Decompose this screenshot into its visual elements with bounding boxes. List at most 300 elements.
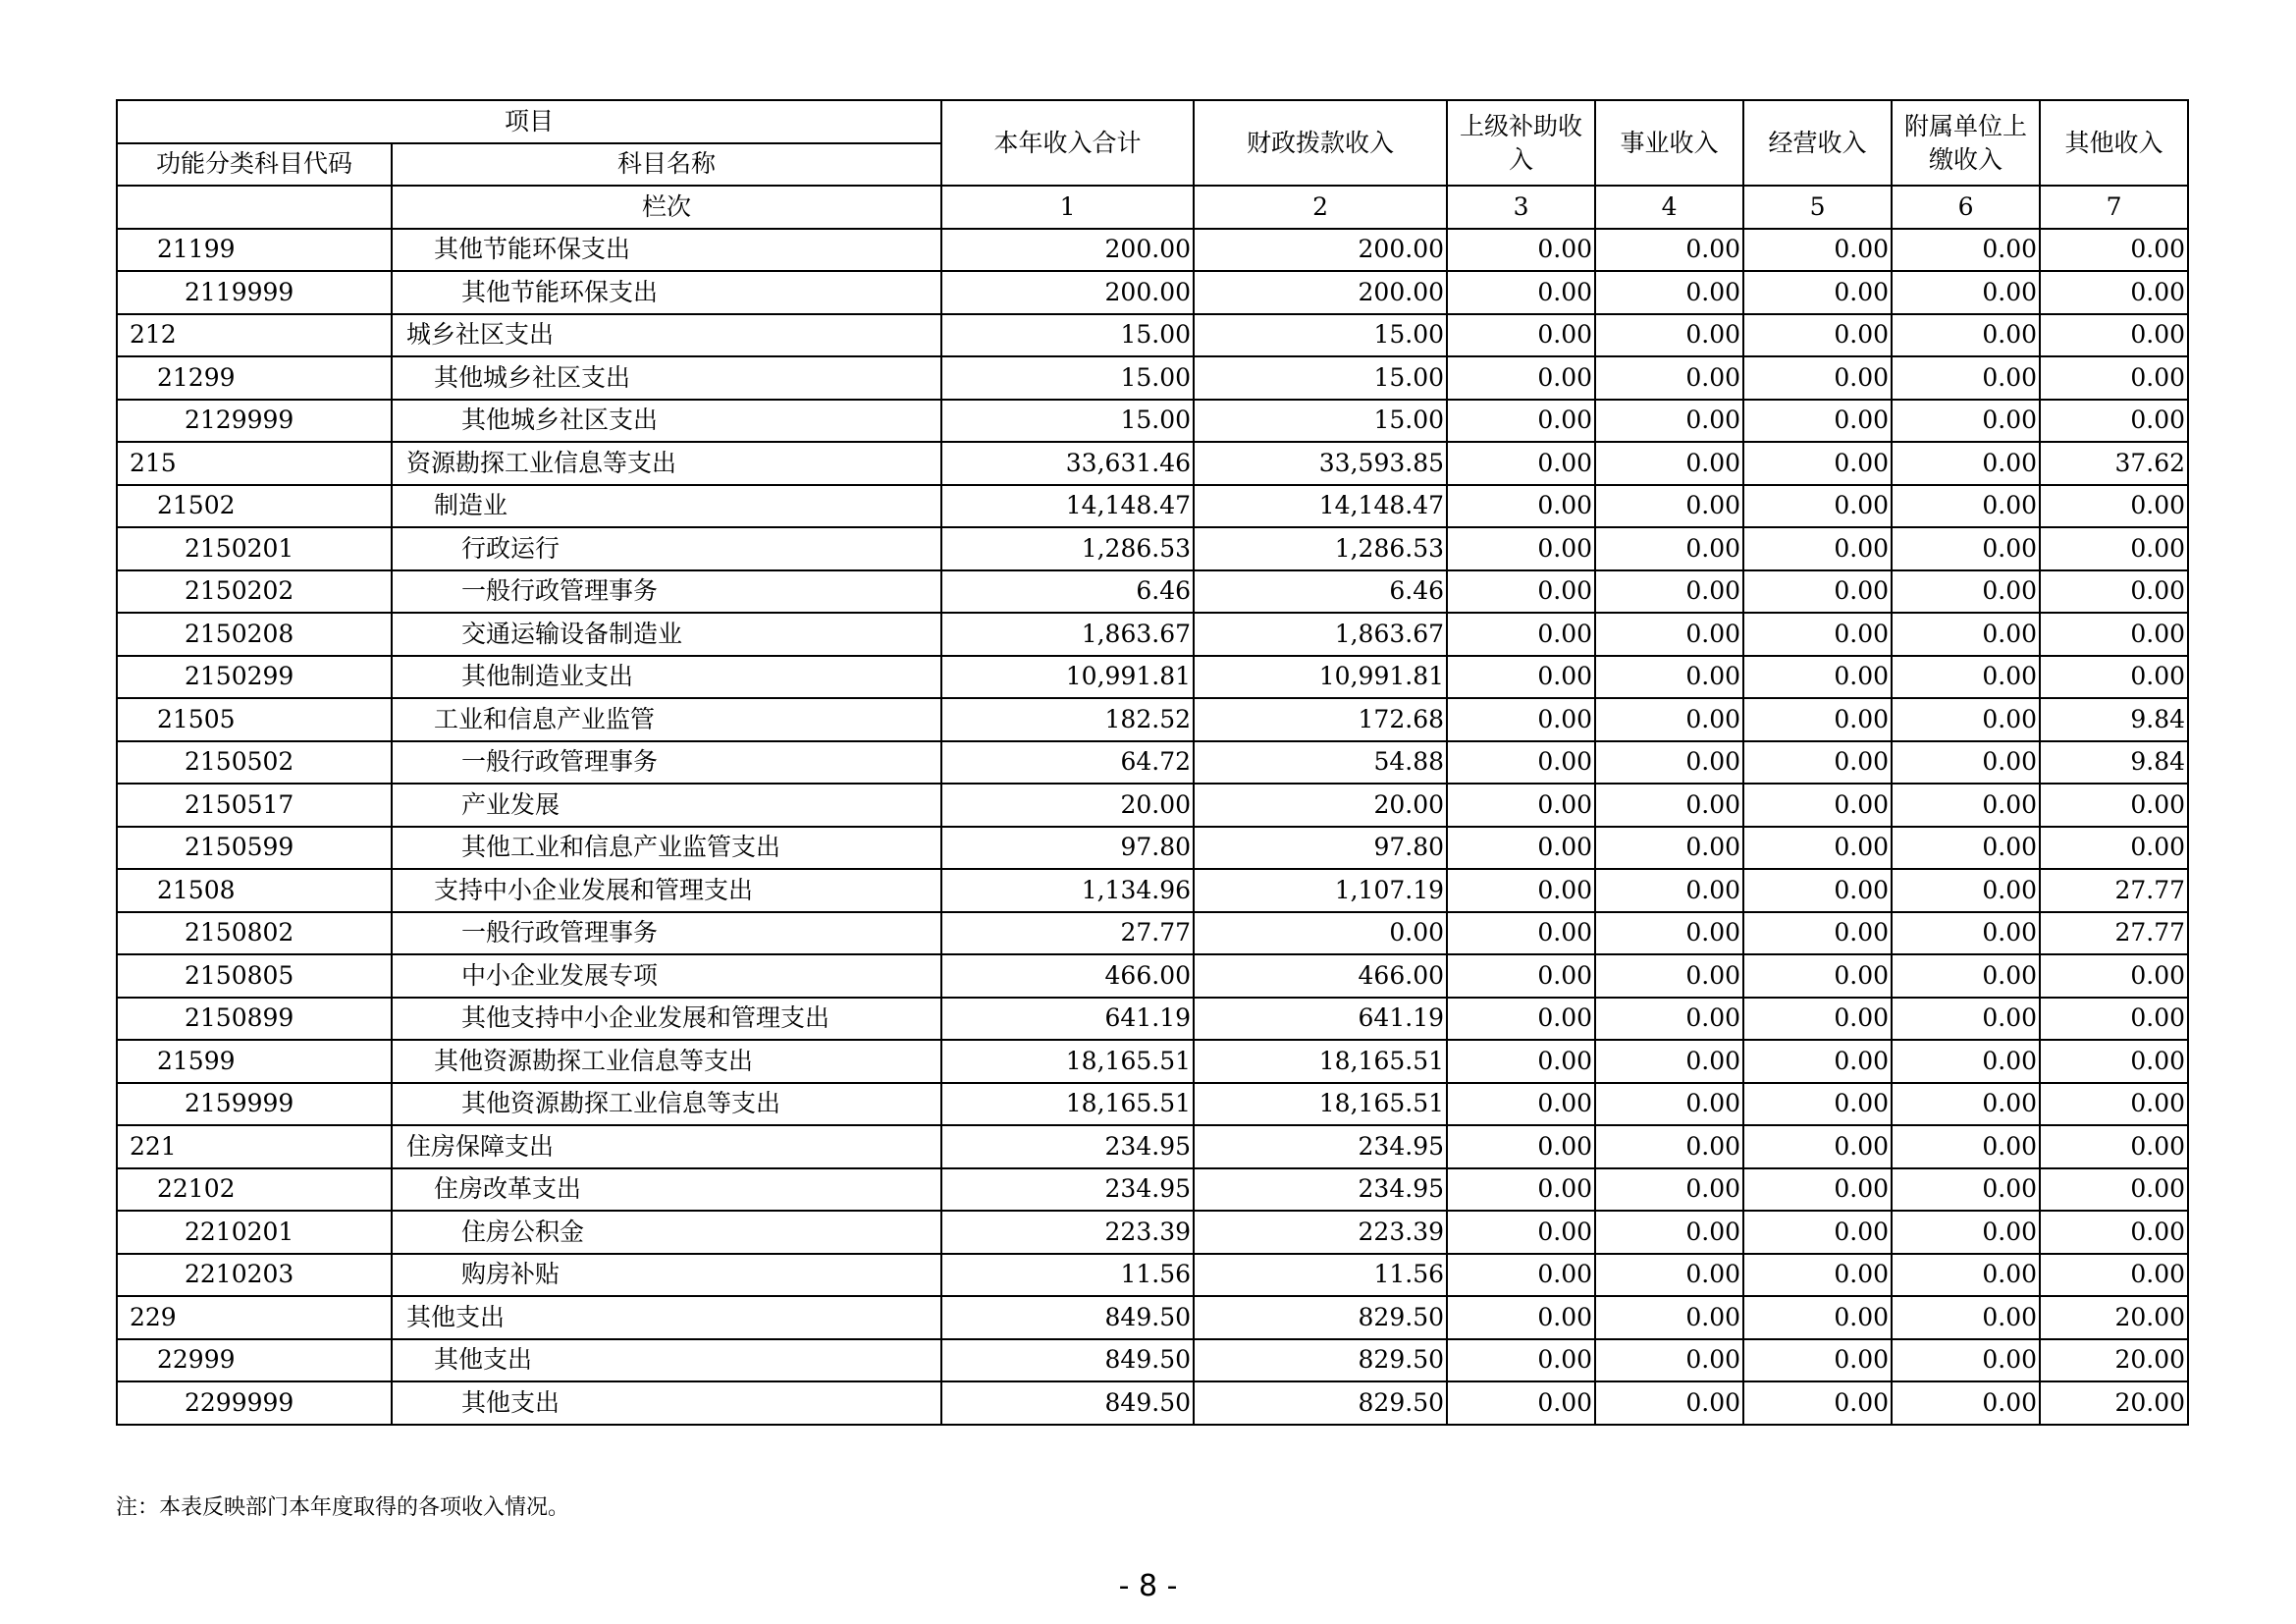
row-value-col-7: 0.00 [2040, 1083, 2188, 1126]
row-value-col-7: 0.00 [2040, 1125, 2188, 1168]
row-value-col-1: 15.00 [941, 314, 1194, 357]
row-value-col-4: 0.00 [1595, 954, 1743, 998]
row-value-col-1: 466.00 [941, 954, 1194, 998]
row-value-col-6: 0.00 [1892, 912, 2040, 955]
row-code: 22102 [117, 1168, 392, 1212]
row-code: 2150517 [117, 784, 392, 827]
row-name: 一般行政管理事务 [392, 912, 941, 955]
row-name: 其他资源勘探工业信息等支出 [392, 1083, 941, 1126]
name-header: 科目名称 [392, 143, 941, 187]
row-name: 一般行政管理事务 [392, 570, 941, 614]
row-value-col-6: 0.00 [1892, 1339, 2040, 1382]
row-value-col-3: 0.00 [1447, 784, 1595, 827]
row-name: 城乡社区支出 [392, 314, 941, 357]
col-num-5: 5 [1743, 186, 1892, 229]
row-value-col-6: 0.00 [1892, 1381, 2040, 1425]
row-value-col-4: 0.00 [1595, 869, 1743, 912]
row-value-col-3: 0.00 [1447, 1125, 1595, 1168]
row-code: 22999 [117, 1339, 392, 1382]
row-value-col-7: 20.00 [2040, 1339, 2188, 1382]
row-code: 229 [117, 1296, 392, 1339]
row-code: 2159999 [117, 1083, 392, 1126]
row-value-col-4: 0.00 [1595, 741, 1743, 785]
row-name: 一般行政管理事务 [392, 741, 941, 785]
row-value-col-5: 0.00 [1743, 1339, 1892, 1382]
row-value-col-2: 641.19 [1194, 998, 1447, 1041]
row-code: 2150201 [117, 527, 392, 570]
row-value-col-2: 18,165.51 [1194, 1083, 1447, 1126]
row-value-col-1: 182.52 [941, 698, 1194, 741]
row-value-col-1: 97.80 [941, 827, 1194, 870]
row-code: 2210201 [117, 1211, 392, 1254]
row-value-col-7: 27.77 [2040, 912, 2188, 955]
table-row [117, 698, 2188, 741]
row-value-col-2: 20.00 [1194, 784, 1447, 827]
col-header-1: 本年收入合计 [941, 100, 1194, 186]
table-row [117, 229, 2188, 272]
row-value-col-1: 1,134.96 [941, 869, 1194, 912]
row-value-col-7: 0.00 [2040, 1168, 2188, 1212]
col-header-5: 经营收入 [1743, 100, 1892, 186]
row-value-col-5: 0.00 [1743, 1211, 1892, 1254]
row-name: 其他制造业支出 [392, 656, 941, 699]
row-value-col-5: 0.00 [1743, 954, 1892, 998]
header-row-1 [117, 100, 2188, 143]
row-value-col-6: 0.00 [1892, 314, 2040, 357]
col-num-2: 2 [1194, 186, 1447, 229]
row-value-col-3: 0.00 [1447, 656, 1595, 699]
row-value-col-5: 0.00 [1743, 869, 1892, 912]
row-value-col-7: 9.84 [2040, 698, 2188, 741]
row-value-col-1: 15.00 [941, 356, 1194, 400]
row-name: 其他节能环保支出 [392, 271, 941, 314]
table-row [117, 271, 2188, 314]
row-value-col-7: 0.00 [2040, 400, 2188, 443]
row-value-col-6: 0.00 [1892, 827, 2040, 870]
row-value-col-4: 0.00 [1595, 656, 1743, 699]
row-value-col-2: 172.68 [1194, 698, 1447, 741]
row-value-col-7: 0.00 [2040, 485, 2188, 528]
row-name: 行政运行 [392, 527, 941, 570]
col-num-3: 3 [1447, 186, 1595, 229]
row-value-col-7: 0.00 [2040, 1040, 2188, 1083]
row-value-col-4: 0.00 [1595, 1296, 1743, 1339]
row-value-col-6: 0.00 [1892, 570, 2040, 614]
row-value-col-1: 849.50 [941, 1296, 1194, 1339]
row-value-col-3: 0.00 [1447, 314, 1595, 357]
row-value-col-3: 0.00 [1447, 1254, 1595, 1297]
table-row [117, 570, 2188, 614]
row-value-col-7: 0.00 [2040, 998, 2188, 1041]
row-value-col-6: 0.00 [1892, 442, 2040, 485]
row-value-col-5: 0.00 [1743, 656, 1892, 699]
row-value-col-3: 0.00 [1447, 1168, 1595, 1212]
table-row [117, 442, 2188, 485]
row-value-col-4: 0.00 [1595, 527, 1743, 570]
row-value-col-5: 0.00 [1743, 229, 1892, 272]
row-name: 其他支出 [392, 1296, 941, 1339]
row-value-col-3: 0.00 [1447, 698, 1595, 741]
item-header: 项目 [117, 100, 941, 143]
table-row [117, 1339, 2188, 1382]
row-code: 21199 [117, 229, 392, 272]
table-row [117, 1040, 2188, 1083]
row-value-col-7: 0.00 [2040, 784, 2188, 827]
row-code: 212 [117, 314, 392, 357]
row-code: 2150502 [117, 741, 392, 785]
row-value-col-7: 0.00 [2040, 229, 2188, 272]
row-value-col-3: 0.00 [1447, 1296, 1595, 1339]
row-value-col-3: 0.00 [1447, 1040, 1595, 1083]
row-value-col-4: 0.00 [1595, 570, 1743, 614]
row-value-col-3: 0.00 [1447, 1339, 1595, 1382]
row-value-col-5: 0.00 [1743, 314, 1892, 357]
row-value-col-2: 1,863.67 [1194, 613, 1447, 656]
col-header-7: 其他收入 [2040, 100, 2188, 186]
table-note: 注：本表反映部门本年度取得的各项收入情况。 [116, 1495, 570, 1520]
row-value-col-2: 15.00 [1194, 314, 1447, 357]
row-code: 2150899 [117, 998, 392, 1041]
row-name: 产业发展 [392, 784, 941, 827]
row-code: 2150805 [117, 954, 392, 998]
table-row [117, 954, 2188, 998]
row-value-col-1: 849.50 [941, 1381, 1194, 1425]
table-row [117, 784, 2188, 827]
header-row-3 [117, 186, 2188, 229]
row-value-col-5: 0.00 [1743, 784, 1892, 827]
row-value-col-4: 0.00 [1595, 1125, 1743, 1168]
row-value-col-5: 0.00 [1743, 827, 1892, 870]
table-row [117, 1381, 2188, 1425]
row-name: 中小企业发展专项 [392, 954, 941, 998]
row-value-col-5: 0.00 [1743, 998, 1892, 1041]
row-name: 其他节能环保支出 [392, 229, 941, 272]
row-value-col-7: 37.62 [2040, 442, 2188, 485]
row-value-col-5: 0.00 [1743, 1168, 1892, 1212]
table-row [117, 400, 2188, 443]
row-name: 住房改革支出 [392, 1168, 941, 1212]
page-number: - 8 - [1118, 1569, 1178, 1603]
row-name: 支持中小企业发展和管理支出 [392, 869, 941, 912]
row-value-col-2: 829.50 [1194, 1339, 1447, 1382]
table-row [117, 1254, 2188, 1297]
row-code: 2119999 [117, 271, 392, 314]
row-value-col-5: 0.00 [1743, 613, 1892, 656]
row-code: 2150202 [117, 570, 392, 614]
row-value-col-7: 0.00 [2040, 1211, 2188, 1254]
row-value-col-4: 0.00 [1595, 1040, 1743, 1083]
table-row [117, 356, 2188, 400]
table-row [117, 1083, 2188, 1126]
row-value-col-7: 27.77 [2040, 869, 2188, 912]
row-value-col-3: 0.00 [1447, 485, 1595, 528]
row-value-col-5: 0.00 [1743, 356, 1892, 400]
row-value-col-4: 0.00 [1595, 1168, 1743, 1212]
row-name: 其他支出 [392, 1381, 941, 1425]
col-header-3: 上级补助收入 [1447, 100, 1595, 186]
row-code: 2210203 [117, 1254, 392, 1297]
code-header: 功能分类科目代码 [117, 143, 392, 187]
row-code: 21599 [117, 1040, 392, 1083]
row-value-col-1: 200.00 [941, 229, 1194, 272]
row-value-col-7: 20.00 [2040, 1381, 2188, 1425]
row-value-col-2: 0.00 [1194, 912, 1447, 955]
row-value-col-5: 0.00 [1743, 741, 1892, 785]
row-value-col-5: 0.00 [1743, 1083, 1892, 1126]
row-value-col-2: 18,165.51 [1194, 1040, 1447, 1083]
row-value-col-3: 0.00 [1447, 1083, 1595, 1126]
table-row [117, 613, 2188, 656]
row-value-col-5: 0.00 [1743, 400, 1892, 443]
row-code: 21505 [117, 698, 392, 741]
row-value-col-1: 1,286.53 [941, 527, 1194, 570]
row-value-col-3: 0.00 [1447, 869, 1595, 912]
row-label: 栏次 [392, 186, 941, 229]
table-row [117, 912, 2188, 955]
row-value-col-2: 10,991.81 [1194, 656, 1447, 699]
row-value-col-6: 0.00 [1892, 741, 2040, 785]
row-value-col-1: 15.00 [941, 400, 1194, 443]
row-value-col-2: 15.00 [1194, 400, 1447, 443]
col-num-4: 4 [1595, 186, 1743, 229]
row-value-col-3: 0.00 [1447, 570, 1595, 614]
row-value-col-2: 829.50 [1194, 1296, 1447, 1339]
row-code: 2150802 [117, 912, 392, 955]
row-code: 21502 [117, 485, 392, 528]
row-value-col-4: 0.00 [1595, 1083, 1743, 1126]
row-value-col-1: 33,631.46 [941, 442, 1194, 485]
row-value-col-4: 0.00 [1595, 1254, 1743, 1297]
row-label-blank [117, 186, 392, 229]
row-value-col-2: 466.00 [1194, 954, 1447, 998]
row-value-col-1: 18,165.51 [941, 1083, 1194, 1126]
row-value-col-7: 0.00 [2040, 527, 2188, 570]
col-header-2: 财政拨款收入 [1194, 100, 1447, 186]
row-value-col-6: 0.00 [1892, 271, 2040, 314]
row-value-col-6: 0.00 [1892, 1211, 2040, 1254]
row-code: 21299 [117, 356, 392, 400]
row-value-col-7: 0.00 [2040, 827, 2188, 870]
row-value-col-2: 33,593.85 [1194, 442, 1447, 485]
row-value-col-3: 0.00 [1447, 229, 1595, 272]
row-name: 购房补贴 [392, 1254, 941, 1297]
row-value-col-6: 0.00 [1892, 698, 2040, 741]
row-value-col-7: 0.00 [2040, 954, 2188, 998]
row-value-col-3: 0.00 [1447, 741, 1595, 785]
row-value-col-6: 0.00 [1892, 1296, 2040, 1339]
row-value-col-2: 829.50 [1194, 1381, 1447, 1425]
row-code: 2299999 [117, 1381, 392, 1425]
col-header-4: 事业收入 [1595, 100, 1743, 186]
row-value-col-3: 0.00 [1447, 954, 1595, 998]
row-code: 2150599 [117, 827, 392, 870]
table-row [117, 998, 2188, 1041]
row-value-col-1: 200.00 [941, 271, 1194, 314]
row-value-col-5: 0.00 [1743, 442, 1892, 485]
row-name: 其他支出 [392, 1339, 941, 1382]
row-value-col-4: 0.00 [1595, 1339, 1743, 1382]
row-value-col-3: 0.00 [1447, 1381, 1595, 1425]
income-table [116, 99, 2189, 1426]
col-num-7: 7 [2040, 186, 2188, 229]
row-name: 住房保障支出 [392, 1125, 941, 1168]
row-value-col-2: 97.80 [1194, 827, 1447, 870]
row-value-col-6: 0.00 [1892, 229, 2040, 272]
row-value-col-1: 641.19 [941, 998, 1194, 1041]
row-value-col-5: 0.00 [1743, 1296, 1892, 1339]
row-value-col-7: 0.00 [2040, 1254, 2188, 1297]
row-value-col-5: 0.00 [1743, 1254, 1892, 1297]
row-name: 其他资源勘探工业信息等支出 [392, 1040, 941, 1083]
row-code: 221 [117, 1125, 392, 1168]
row-value-col-7: 0.00 [2040, 570, 2188, 614]
row-name: 工业和信息产业监管 [392, 698, 941, 741]
row-value-col-4: 0.00 [1595, 613, 1743, 656]
row-value-col-1: 849.50 [941, 1339, 1194, 1382]
row-name: 制造业 [392, 485, 941, 528]
row-value-col-1: 1,863.67 [941, 613, 1194, 656]
row-value-col-3: 0.00 [1447, 356, 1595, 400]
table-row [117, 527, 2188, 570]
table-row [117, 485, 2188, 528]
row-value-col-4: 0.00 [1595, 271, 1743, 314]
table-row [117, 827, 2188, 870]
row-value-col-6: 0.00 [1892, 998, 2040, 1041]
row-value-col-2: 15.00 [1194, 356, 1447, 400]
row-name: 交通运输设备制造业 [392, 613, 941, 656]
row-name: 住房公积金 [392, 1211, 941, 1254]
table-row [117, 1211, 2188, 1254]
row-value-col-4: 0.00 [1595, 442, 1743, 485]
row-value-col-4: 0.00 [1595, 400, 1743, 443]
row-value-col-4: 0.00 [1595, 229, 1743, 272]
row-value-col-6: 0.00 [1892, 1168, 2040, 1212]
row-value-col-6: 0.00 [1892, 1040, 2040, 1083]
row-code: 2129999 [117, 400, 392, 443]
row-name: 资源勘探工业信息等支出 [392, 442, 941, 485]
row-value-col-4: 0.00 [1595, 485, 1743, 528]
row-value-col-1: 18,165.51 [941, 1040, 1194, 1083]
row-value-col-2: 1,286.53 [1194, 527, 1447, 570]
row-value-col-6: 0.00 [1892, 613, 2040, 656]
row-value-col-1: 27.77 [941, 912, 1194, 955]
row-value-col-5: 0.00 [1743, 912, 1892, 955]
col-header-6: 附属单位上缴收入 [1892, 100, 2040, 186]
row-value-col-5: 0.00 [1743, 485, 1892, 528]
table-row [117, 869, 2188, 912]
row-value-col-1: 14,148.47 [941, 485, 1194, 528]
row-code: 2150208 [117, 613, 392, 656]
row-value-col-2: 1,107.19 [1194, 869, 1447, 912]
row-value-col-5: 0.00 [1743, 1381, 1892, 1425]
row-value-col-3: 0.00 [1447, 998, 1595, 1041]
row-value-col-6: 0.00 [1892, 1083, 2040, 1126]
row-value-col-6: 0.00 [1892, 356, 2040, 400]
row-value-col-7: 9.84 [2040, 741, 2188, 785]
row-value-col-6: 0.00 [1892, 1125, 2040, 1168]
row-value-col-6: 0.00 [1892, 400, 2040, 443]
row-value-col-3: 0.00 [1447, 827, 1595, 870]
table-row [117, 1125, 2188, 1168]
row-value-col-5: 0.00 [1743, 1040, 1892, 1083]
row-value-col-2: 200.00 [1194, 271, 1447, 314]
row-value-col-2: 11.56 [1194, 1254, 1447, 1297]
row-value-col-3: 0.00 [1447, 271, 1595, 314]
row-value-col-2: 223.39 [1194, 1211, 1447, 1254]
row-value-col-6: 0.00 [1892, 485, 2040, 528]
col-num-6: 6 [1892, 186, 2040, 229]
row-value-col-3: 0.00 [1447, 613, 1595, 656]
row-value-col-1: 11.56 [941, 1254, 1194, 1297]
row-value-col-1: 234.95 [941, 1125, 1194, 1168]
col-num-1: 1 [941, 186, 1194, 229]
row-value-col-5: 0.00 [1743, 570, 1892, 614]
row-value-col-3: 0.00 [1447, 527, 1595, 570]
row-value-col-4: 0.00 [1595, 998, 1743, 1041]
row-value-col-3: 0.00 [1447, 400, 1595, 443]
row-code: 21508 [117, 869, 392, 912]
row-value-col-6: 0.00 [1892, 954, 2040, 998]
row-value-col-1: 6.46 [941, 570, 1194, 614]
row-value-col-1: 20.00 [941, 784, 1194, 827]
row-value-col-7: 0.00 [2040, 356, 2188, 400]
row-value-col-7: 0.00 [2040, 613, 2188, 656]
row-name: 其他城乡社区支出 [392, 356, 941, 400]
row-name: 其他城乡社区支出 [392, 400, 941, 443]
row-value-col-1: 234.95 [941, 1168, 1194, 1212]
row-value-col-1: 64.72 [941, 741, 1194, 785]
row-value-col-4: 0.00 [1595, 1211, 1743, 1254]
row-value-col-7: 0.00 [2040, 271, 2188, 314]
table-body [117, 229, 2188, 1425]
row-value-col-3: 0.00 [1447, 912, 1595, 955]
row-value-col-3: 0.00 [1447, 1211, 1595, 1254]
row-value-col-6: 0.00 [1892, 784, 2040, 827]
table-row [117, 656, 2188, 699]
row-value-col-5: 0.00 [1743, 271, 1892, 314]
row-value-col-2: 234.95 [1194, 1125, 1447, 1168]
row-value-col-7: 0.00 [2040, 656, 2188, 699]
row-value-col-7: 20.00 [2040, 1296, 2188, 1339]
table-row [117, 1296, 2188, 1339]
row-value-col-6: 0.00 [1892, 1254, 2040, 1297]
row-value-col-4: 0.00 [1595, 698, 1743, 741]
row-code: 2150299 [117, 656, 392, 699]
row-name: 其他工业和信息产业监管支出 [392, 827, 941, 870]
row-value-col-4: 0.00 [1595, 1381, 1743, 1425]
row-value-col-1: 223.39 [941, 1211, 1194, 1254]
row-value-col-4: 0.00 [1595, 784, 1743, 827]
table-row [117, 314, 2188, 357]
row-value-col-2: 200.00 [1194, 229, 1447, 272]
row-value-col-7: 0.00 [2040, 314, 2188, 357]
row-name: 其他支持中小企业发展和管理支出 [392, 998, 941, 1041]
row-value-col-5: 0.00 [1743, 527, 1892, 570]
row-value-col-2: 14,148.47 [1194, 485, 1447, 528]
row-value-col-6: 0.00 [1892, 656, 2040, 699]
table-row [117, 1168, 2188, 1212]
row-value-col-6: 0.00 [1892, 869, 2040, 912]
row-value-col-5: 0.00 [1743, 698, 1892, 741]
row-value-col-4: 0.00 [1595, 356, 1743, 400]
row-value-col-5: 0.00 [1743, 1125, 1892, 1168]
row-value-col-1: 10,991.81 [941, 656, 1194, 699]
row-value-col-6: 0.00 [1892, 527, 2040, 570]
table-header [117, 100, 2188, 229]
table-row [117, 741, 2188, 785]
row-value-col-3: 0.00 [1447, 442, 1595, 485]
row-value-col-2: 6.46 [1194, 570, 1447, 614]
